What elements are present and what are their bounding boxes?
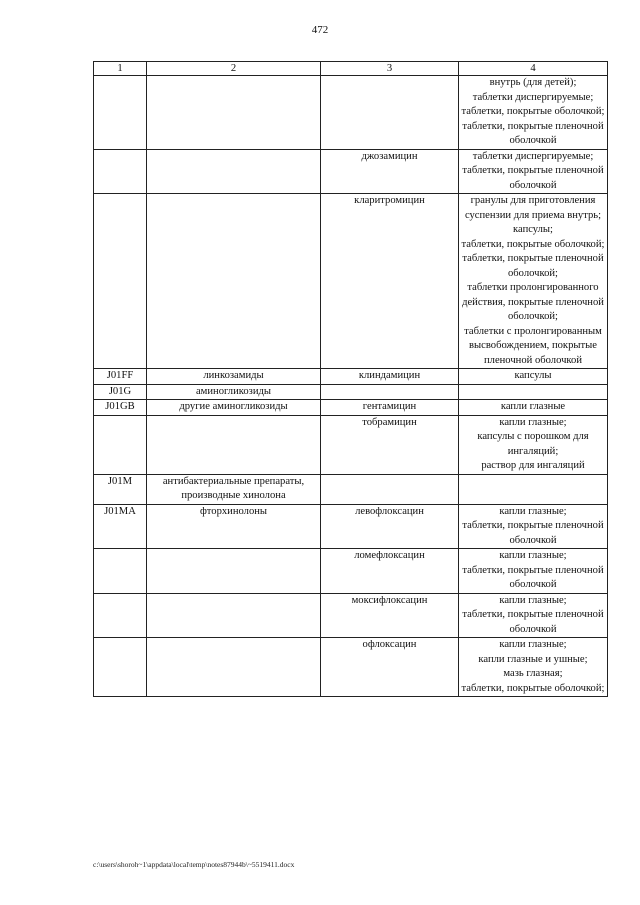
group-name-cell	[147, 415, 321, 474]
drug-name-cell: джозамицин	[321, 149, 459, 194]
table-row	[94, 194, 608, 369]
dosage-forms-cell: капли глазные; капсулы с порошком для ингаляций; раствор для ингаляций	[459, 415, 608, 474]
dosage-forms-cell	[459, 474, 608, 504]
group-name-cell	[147, 76, 321, 150]
group-name-cell: другие аминогликозиды	[147, 400, 321, 416]
file-path-footer: c:\users\shoroh~1\appdata\local\temp\notes87944b\~5519411.docx	[93, 860, 295, 869]
drug-name-cell: левофлоксацин	[321, 504, 459, 549]
atc-code-cell: J01FF	[94, 369, 147, 385]
drug-name-cell: ломефлоксацин	[321, 549, 459, 594]
drug-name-cell: тобрамицин	[321, 415, 459, 474]
atc-code-cell	[94, 593, 147, 638]
table-row	[94, 474, 608, 504]
table-body	[94, 76, 608, 697]
atc-code-cell	[94, 149, 147, 194]
atc-code-cell: J01M	[94, 474, 147, 504]
column-header-1: 1	[94, 62, 147, 76]
atc-code-cell: J01G	[94, 384, 147, 400]
group-name-cell: линкозамиды	[147, 369, 321, 385]
atc-code-cell	[94, 415, 147, 474]
drug-name-cell: моксифлоксацин	[321, 593, 459, 638]
dosage-forms-cell: капли глазные; таблетки, покрытые пленочной оболочкой	[459, 593, 608, 638]
dosage-forms-cell: капли глазные	[459, 400, 608, 416]
drug-name-cell: офлоксацин	[321, 638, 459, 697]
group-name-cell	[147, 593, 321, 638]
column-header-4: 4	[459, 62, 608, 76]
atc-code-cell	[94, 549, 147, 594]
dosage-forms-cell: капли глазные; таблетки, покрытые пленочной оболочкой	[459, 549, 608, 594]
atc-code-cell	[94, 638, 147, 697]
table-row	[94, 415, 608, 474]
table-row	[94, 149, 608, 194]
atc-code-cell	[94, 194, 147, 369]
table-row	[94, 504, 608, 549]
column-header-3: 3	[321, 62, 459, 76]
drug-name-cell	[321, 474, 459, 504]
group-name-cell	[147, 149, 321, 194]
group-name-cell: аминогликозиды	[147, 384, 321, 400]
atc-code-cell: J01MA	[94, 504, 147, 549]
group-name-cell: антибактериальные препараты, производные хинолона	[147, 474, 321, 504]
table-row	[94, 638, 608, 697]
dosage-forms-cell: таблетки диспергируемые; таблетки, покрытые пленочной оболочкой	[459, 149, 608, 194]
column-header-2: 2	[147, 62, 321, 76]
dosage-forms-cell: капли глазные; таблетки, покрытые пленочной оболочкой	[459, 504, 608, 549]
page-number: 472	[311, 24, 329, 36]
dosage-forms-cell: капли глазные; капли глазные и ушные; мазь глазная; таблетки, покрытые оболочкой;	[459, 638, 608, 697]
drug-name-cell	[321, 76, 459, 150]
group-name-cell: фторхинолоны	[147, 504, 321, 549]
drug-name-cell: кларитромицин	[321, 194, 459, 369]
dosage-forms-cell: гранулы для приготовления суспензии для приема внутрь; капсулы; таблетки, покрытые оболочкой; таблетки, покрытые пленочной оболочкой; таблетки пролонгированного действия, покрытые пленочной оболочкой; таблетки с пролонгированным высвобождением, покрытые пленочной оболочкой	[459, 194, 608, 369]
drug-name-cell: гентамицин	[321, 400, 459, 416]
group-name-cell	[147, 549, 321, 594]
table-row	[94, 384, 608, 400]
atc-code-cell	[94, 76, 147, 150]
dosage-forms-cell	[459, 384, 608, 400]
table-row	[94, 400, 608, 416]
header-row	[94, 62, 608, 76]
dosage-forms-cell: капсулы	[459, 369, 608, 385]
table-row	[94, 369, 608, 385]
group-name-cell	[147, 194, 321, 369]
drug-name-cell	[321, 384, 459, 400]
dosage-forms-cell: внутрь (для детей); таблетки диспергируемые; таблетки, покрытые оболочкой; таблетки, покрытые пленочной оболочкой	[459, 76, 608, 150]
table-row	[94, 76, 608, 150]
table-row	[94, 593, 608, 638]
atc-code-cell: J01GB	[94, 400, 147, 416]
table-row	[94, 549, 608, 594]
drug-name-cell: клиндамицин	[321, 369, 459, 385]
drug-table	[93, 61, 608, 697]
group-name-cell	[147, 638, 321, 697]
